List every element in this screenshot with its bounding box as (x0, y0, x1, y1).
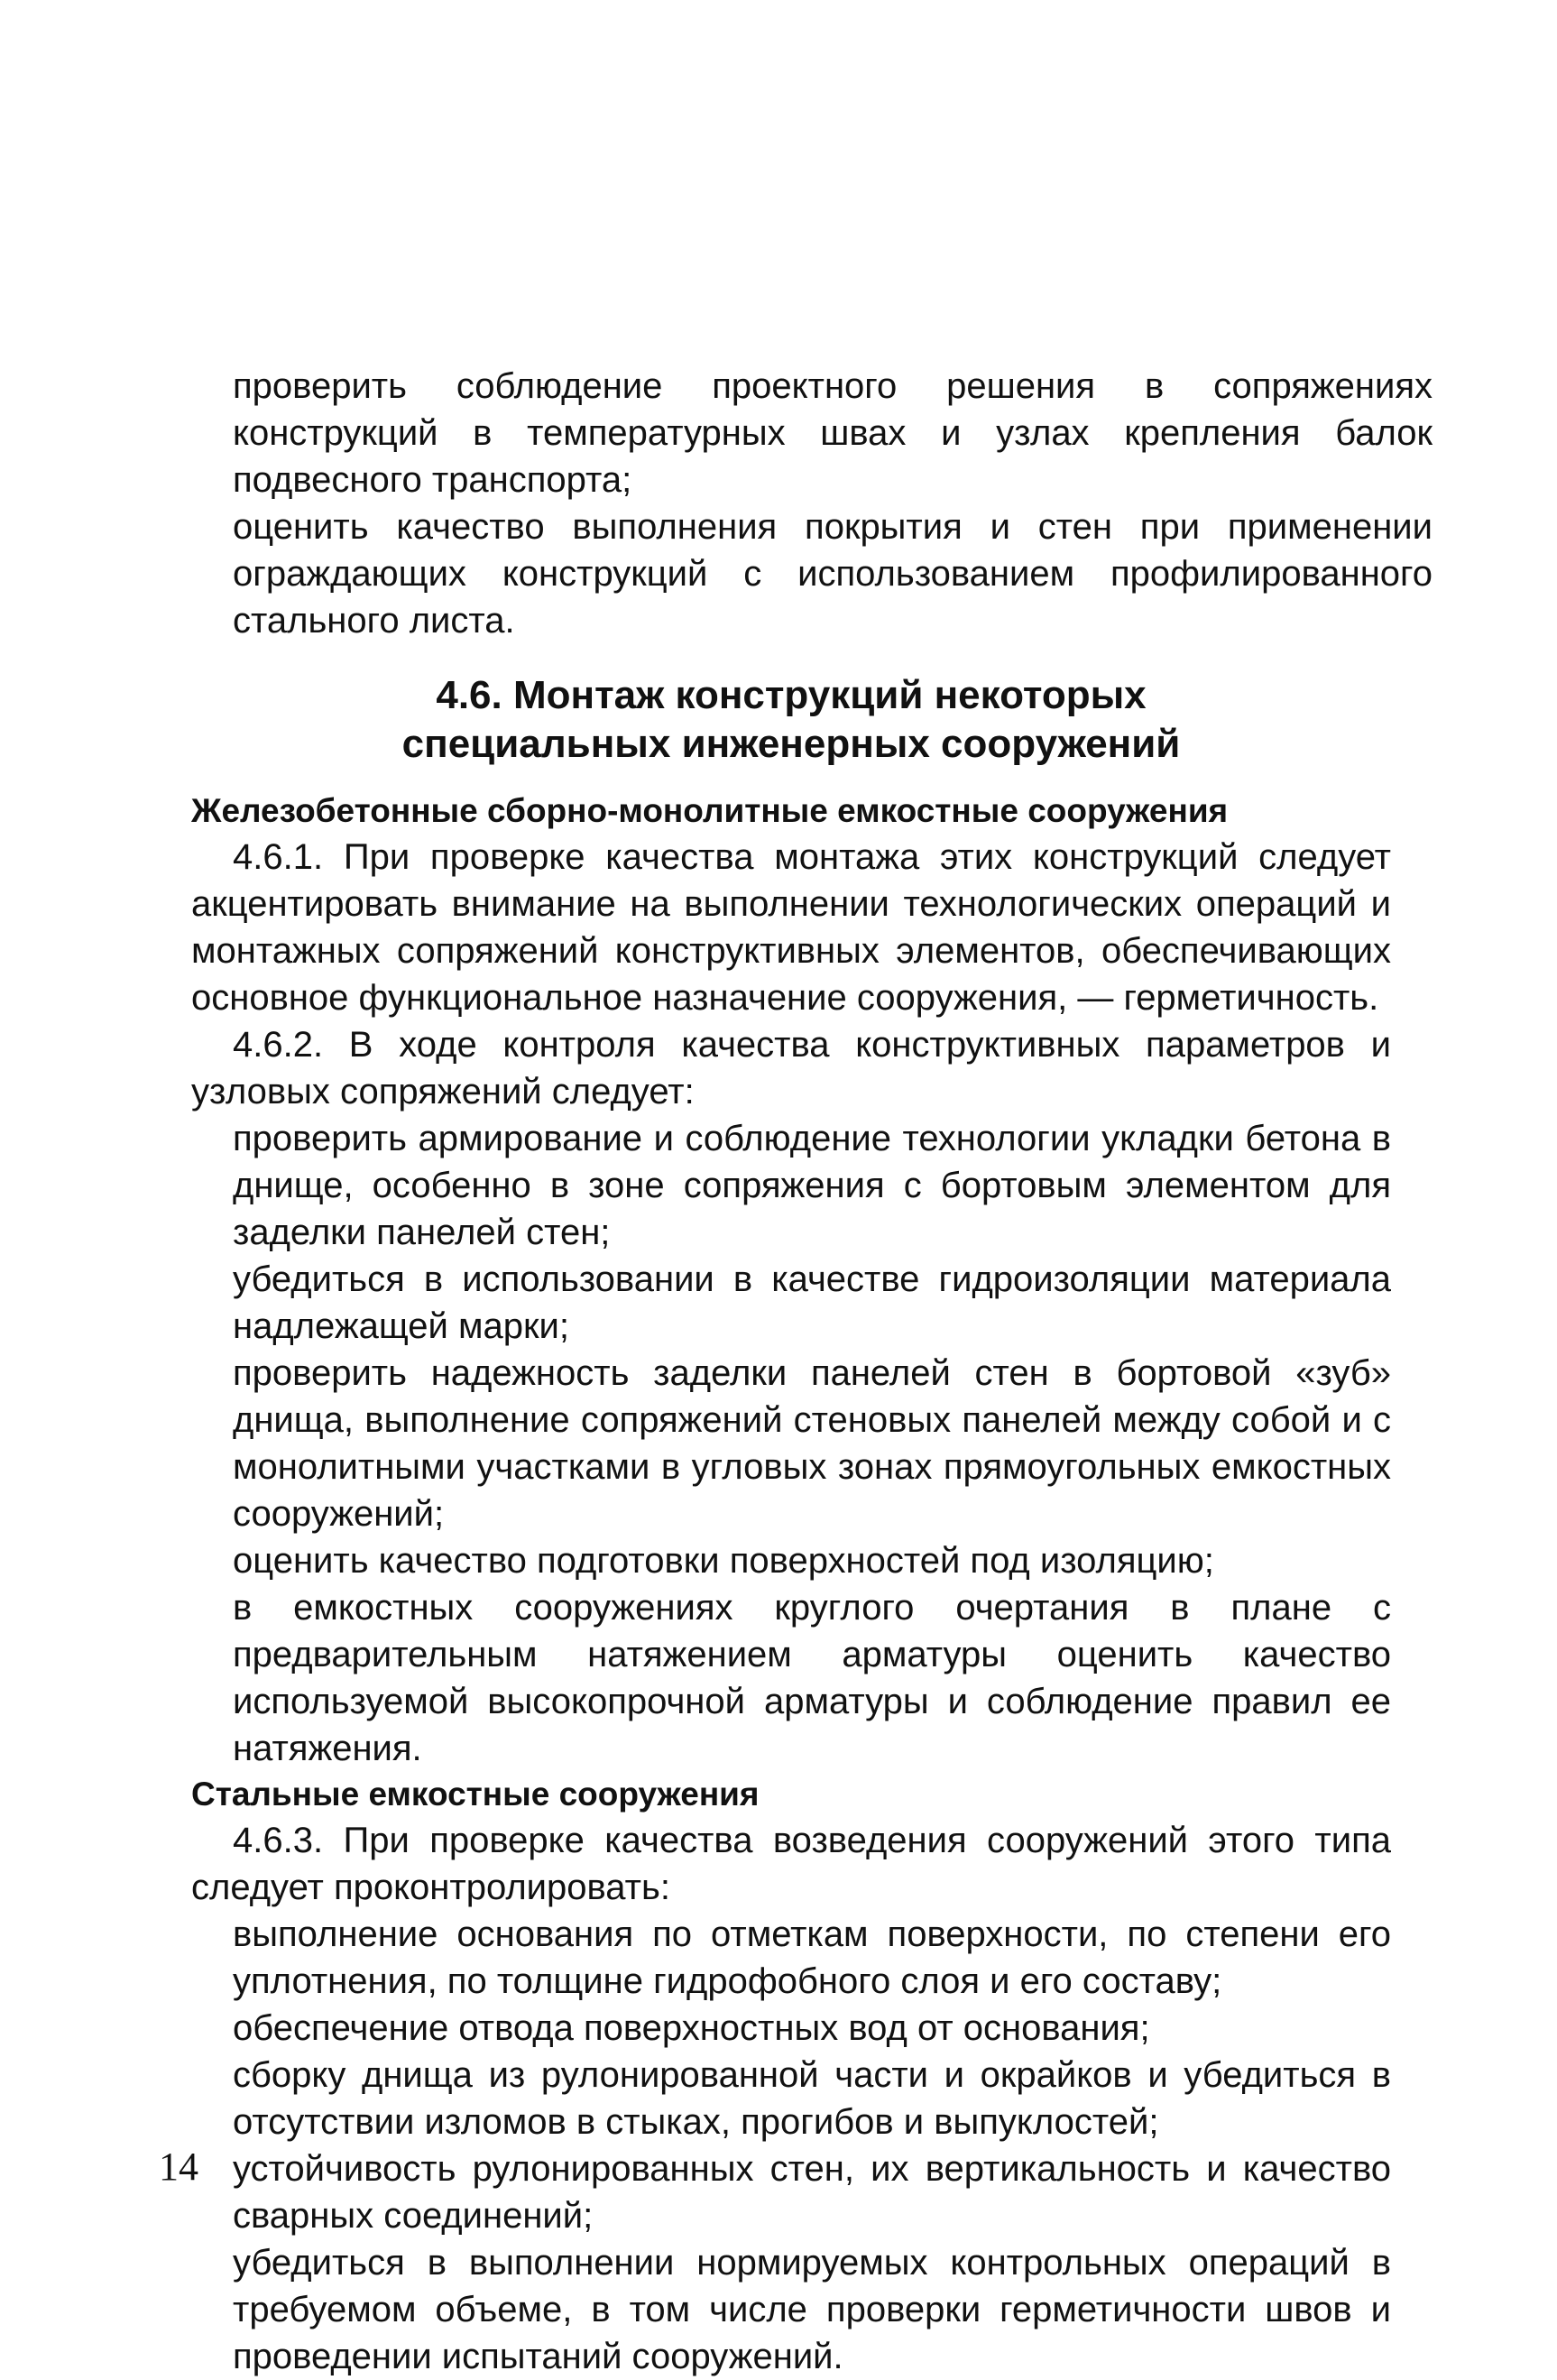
subheading-rc: Железобетонные сборно-монолитные емкостные сооружения (191, 792, 1229, 829)
list-item: сборку днища из рулонированной части и окрайков и убедиться в отсутствии изломов в стыках, прогибов и выпуклостей; (233, 2055, 1391, 2142)
page-number: 14 (159, 2145, 198, 2189)
section-title-line1: 4.6. Монтаж конструкций некоторых (436, 673, 1147, 717)
section-title-line2: специальных инженерных сооружений (401, 722, 1181, 766)
list-item: устойчивость рулонированных стен, их вертикальность и качество сварных соединений; (233, 2149, 1391, 2236)
rc-list (191, 1115, 1391, 1772)
list-item: проверить армирование и соблюдение технологии укладки бетона в днище, особенно в зоне сопряжения с бортовым элементом для заделки панелей стен; (233, 1119, 1391, 1252)
paragraph-4-6-1: 4.6.1. При проверке качества монтажа этих конструкций следует акцентировать внимание на выполнении технологических операций и монтажных сопряжений конструктивных элементов, обеспечивающих основное функциональное назначение сооружения, — герметичность. (191, 837, 1391, 1018)
list-item: убедиться в выполнении нормируемых контрольных операций в требуемом объеме, в том числе проверки герметичности швов и проведении испытаний сооружений. (233, 2243, 1391, 2376)
list-item: обеспечение отвода поверхностных вод от основания; (233, 2008, 1150, 2048)
top-list (191, 363, 1433, 644)
list-item: проверить надежность заделки панелей стен в бортовой «зуб» днища, выполнение сопряжений стеновых панелей между собой и с монолитными участками в угловых зонах прямоугольных емкостных сооружений; (233, 1353, 1391, 1534)
list-item: в емкостных сооружениях круглого очертания в плане с предварительным натяжением арматуры оценить качество используемой высокопрочной арматуры и соблюдение правил ее натяжения. (233, 1588, 1391, 1768)
paragraph-4-6-3: 4.6.3. При проверке качества возведения сооружений этого типа следует проконтролировать: (191, 1821, 1391, 1907)
subheading-steel: Стальные емкостные сооружения (191, 1776, 760, 1813)
rc-section (191, 789, 1391, 2380)
section-title (191, 671, 1391, 769)
list-item: проверить соблюдение проектного решения в сопряжениях конструкций в температурных швах и узлах крепления балок подвесного транспорта; (233, 366, 1433, 500)
list-item: выполнение основания по отметкам поверхности, по степени его уплотнения, по толщине гидрофобного слоя и его составу; (233, 1914, 1391, 2001)
list-item: оценить качество выполнения покрытия и стен при применении ограждающих конструкций с использованием профилированного стального листа. (233, 507, 1433, 641)
list-item: убедиться в использовании в качестве гидроизоляции материала надлежащей марки; (233, 1259, 1391, 1346)
list-item: оценить качество подготовки поверхностей под изоляцию; (233, 1541, 1214, 1581)
steel-list (191, 1911, 1391, 2380)
paragraph-4-6-2: 4.6.2. В ходе контроля качества конструктивных параметров и узловых сопряжений следует: (191, 1025, 1391, 1112)
